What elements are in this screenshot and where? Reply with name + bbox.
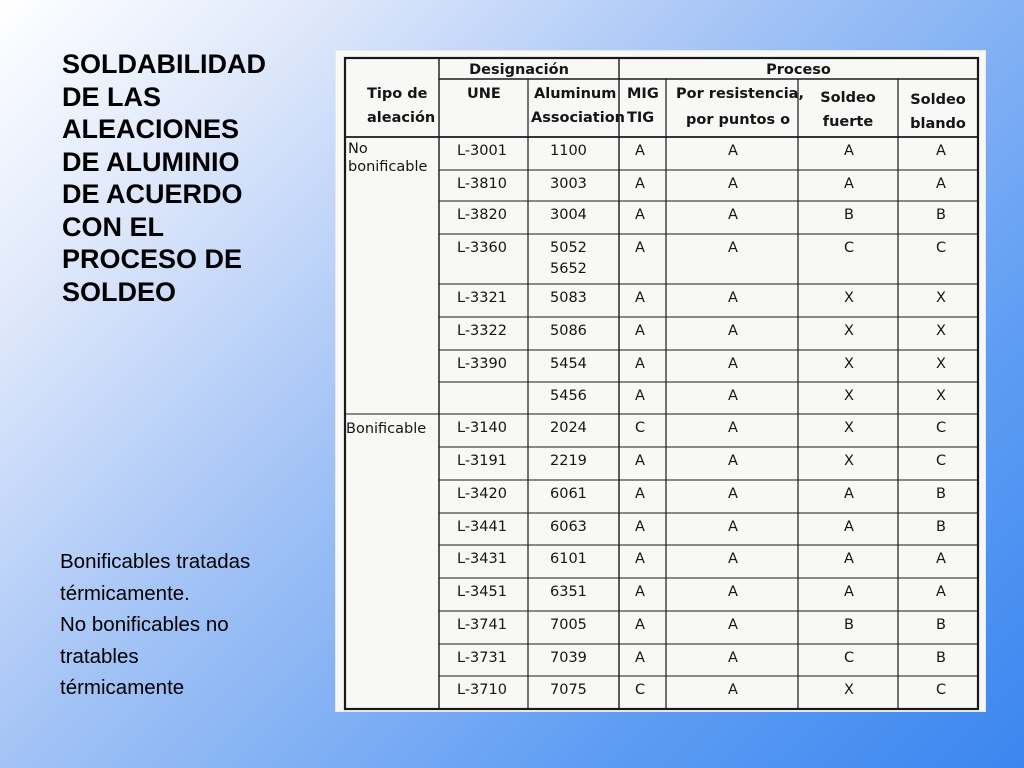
- cell-soldeo-fuerte: X: [844, 682, 854, 698]
- cell-soldeo-fuerte: A: [844, 519, 854, 535]
- header-mig: MIG: [627, 86, 659, 102]
- header-tipo: Tipo de: [367, 86, 428, 102]
- cell-soldeo-fuerte: A: [844, 551, 854, 567]
- cell-soldeo-fuerte: X: [844, 323, 854, 339]
- header-blando: blando: [910, 116, 966, 132]
- cell-soldeo-blando: C: [936, 240, 947, 256]
- cell-une: L-3322: [457, 323, 507, 339]
- cell-mig-tig: A: [635, 240, 645, 256]
- cell-resistencia: A: [728, 207, 738, 223]
- cell-soldeo-blando: X: [936, 290, 946, 306]
- cell-resistencia: A: [728, 486, 738, 502]
- cell-soldeo-fuerte: B: [844, 617, 854, 633]
- header-aa: Association: [531, 110, 625, 126]
- cell-aa: 3003: [550, 176, 587, 192]
- cell-soldeo-blando: A: [936, 551, 946, 567]
- cell-resistencia: A: [728, 356, 738, 372]
- cell-une: L-3820: [457, 207, 507, 223]
- cell-aa: 7039: [550, 650, 587, 666]
- cell-resistencia: A: [728, 240, 738, 256]
- cell-soldeo-blando: X: [936, 388, 946, 404]
- cell-soldeo-fuerte: A: [844, 143, 854, 159]
- cell-une: L-3321: [457, 290, 507, 306]
- cell-aa: 5052: [550, 240, 587, 256]
- cell-soldeo-fuerte: A: [844, 176, 854, 192]
- cell-soldeo-fuerte: X: [844, 290, 854, 306]
- cell-une: L-3731: [457, 650, 507, 666]
- header-proceso: Proceso: [766, 62, 831, 78]
- cell-soldeo-fuerte: X: [844, 420, 854, 436]
- cell-soldeo-blando: C: [936, 682, 947, 698]
- weldability-table: [335, 50, 986, 712]
- footnote-line: No bonificables no: [60, 613, 229, 636]
- header-fuerte: fuerte: [822, 114, 874, 130]
- cell-soldeo-fuerte: X: [844, 356, 854, 372]
- cell-aa: 5652: [550, 261, 587, 277]
- cell-mig-tig: A: [635, 290, 645, 306]
- cell-aa: 7005: [550, 617, 587, 633]
- cell-soldeo-blando: A: [936, 143, 946, 159]
- cell-une: L-3140: [457, 420, 507, 436]
- cell-aa: 6061: [550, 486, 587, 502]
- cell-resistencia: A: [728, 584, 738, 600]
- cell-resistencia: A: [728, 143, 738, 159]
- cell-soldeo-blando: X: [936, 323, 946, 339]
- cell-resistencia: A: [728, 388, 738, 404]
- cell-mig-tig: C: [635, 420, 646, 436]
- cell-mig-tig: A: [635, 207, 645, 223]
- cell-aa: 1100: [550, 143, 587, 159]
- cell-une: L-3451: [457, 584, 507, 600]
- cell-soldeo-fuerte: A: [844, 584, 854, 600]
- cell-soldeo-blando: B: [936, 519, 946, 535]
- cell-soldeo-blando: X: [936, 356, 946, 372]
- cell-une: L-3810: [457, 176, 507, 192]
- cell-soldeo-fuerte: C: [844, 650, 855, 666]
- group-label-bonificable: Bonificable: [346, 421, 427, 437]
- cell-mig-tig: A: [635, 356, 645, 372]
- footnote-line: térmicamente: [60, 676, 185, 699]
- cell-resistencia: A: [728, 551, 738, 567]
- cell-soldeo-fuerte: B: [844, 207, 854, 223]
- cell-soldeo-blando: B: [936, 617, 946, 633]
- cell-aa: 5083: [550, 290, 587, 306]
- header-tipo: aleación: [367, 110, 436, 126]
- cell-resistencia: A: [728, 453, 738, 469]
- cell-aa: 7075: [550, 682, 587, 698]
- cell-aa: 6351: [550, 584, 587, 600]
- cell-soldeo-blando: B: [936, 650, 946, 666]
- cell-mig-tig: A: [635, 453, 645, 469]
- cell-aa: 3004: [550, 207, 587, 223]
- cell-resistencia: A: [728, 290, 738, 306]
- cell-une: L-3360: [457, 240, 507, 256]
- cell-soldeo-fuerte: X: [844, 388, 854, 404]
- cell-resistencia: A: [728, 420, 738, 436]
- cell-mig-tig: A: [635, 617, 645, 633]
- cell-aa: 5086: [550, 323, 587, 339]
- cell-soldeo-blando: B: [936, 486, 946, 502]
- cell-mig-tig: A: [635, 176, 645, 192]
- header-mig: TIG: [627, 110, 655, 126]
- cell-soldeo-fuerte: A: [844, 486, 854, 502]
- cell-une: L-3710: [457, 682, 507, 698]
- cell-soldeo-fuerte: C: [844, 240, 855, 256]
- cell-soldeo-blando: A: [936, 584, 946, 600]
- cell-aa: 6101: [550, 551, 587, 567]
- cell-une: L-3390: [457, 356, 507, 372]
- cell-resistencia: A: [728, 176, 738, 192]
- cell-soldeo-blando: C: [936, 453, 947, 469]
- cell-mig-tig: A: [635, 551, 645, 567]
- cell-mig-tig: A: [635, 650, 645, 666]
- footnote-line: tratables: [60, 644, 139, 668]
- header-aa: Aluminum: [534, 86, 617, 102]
- footnote-line: térmicamente.: [60, 581, 190, 605]
- cell-soldeo-blando: C: [936, 420, 947, 436]
- cell-aa: 6063: [550, 519, 587, 535]
- cell-une: L-3191: [457, 453, 507, 469]
- footnote-line: Bonificables tratadas: [60, 550, 251, 573]
- cell-soldeo-blando: B: [936, 207, 946, 223]
- cell-une: L-3001: [457, 143, 507, 159]
- footnote: [60, 546, 320, 704]
- group-label-no-bonificable: bonificable: [348, 159, 428, 175]
- slide-title: SOLDABILIDAD DE LAS ALEACIONES DE ALUMINIO DE ACUERDO CON EL PROCESO DE SOLDEO: [62, 49, 266, 307]
- cell-une: L-3741: [457, 617, 507, 633]
- weldability-table-scan: [335, 50, 986, 712]
- cell-une: L-3431: [457, 551, 507, 567]
- header-resistencia: por puntos o: [686, 112, 791, 128]
- cell-aa: 2219: [550, 453, 587, 469]
- cell-mig-tig: A: [635, 323, 645, 339]
- header-une: UNE: [467, 86, 501, 102]
- cell-soldeo-fuerte: X: [844, 453, 854, 469]
- header-designacion: Designación: [469, 62, 569, 78]
- cell-une: L-3420: [457, 486, 507, 502]
- cell-soldeo-blando: A: [936, 176, 946, 192]
- cell-mig-tig: A: [635, 143, 645, 159]
- cell-mig-tig: A: [635, 388, 645, 404]
- cell-resistencia: A: [728, 682, 738, 698]
- cell-mig-tig: A: [635, 486, 645, 502]
- cell-resistencia: A: [728, 617, 738, 633]
- cell-resistencia: A: [728, 519, 738, 535]
- cell-resistencia: A: [728, 650, 738, 666]
- cell-aa: 5454: [550, 356, 587, 372]
- header-blando: Soldeo: [910, 92, 966, 108]
- cell-une: L-3441: [457, 519, 507, 535]
- cell-mig-tig: A: [635, 584, 645, 600]
- header-fuerte: Soldeo: [820, 90, 876, 106]
- group-label-no-bonificable: No: [348, 141, 368, 157]
- cell-mig-tig: C: [635, 682, 646, 698]
- header-resistencia: Por resistencia,: [676, 86, 804, 102]
- cell-aa: 2024: [550, 420, 587, 436]
- cell-resistencia: A: [728, 323, 738, 339]
- cell-aa: 5456: [550, 388, 587, 404]
- cell-mig-tig: A: [635, 519, 645, 535]
